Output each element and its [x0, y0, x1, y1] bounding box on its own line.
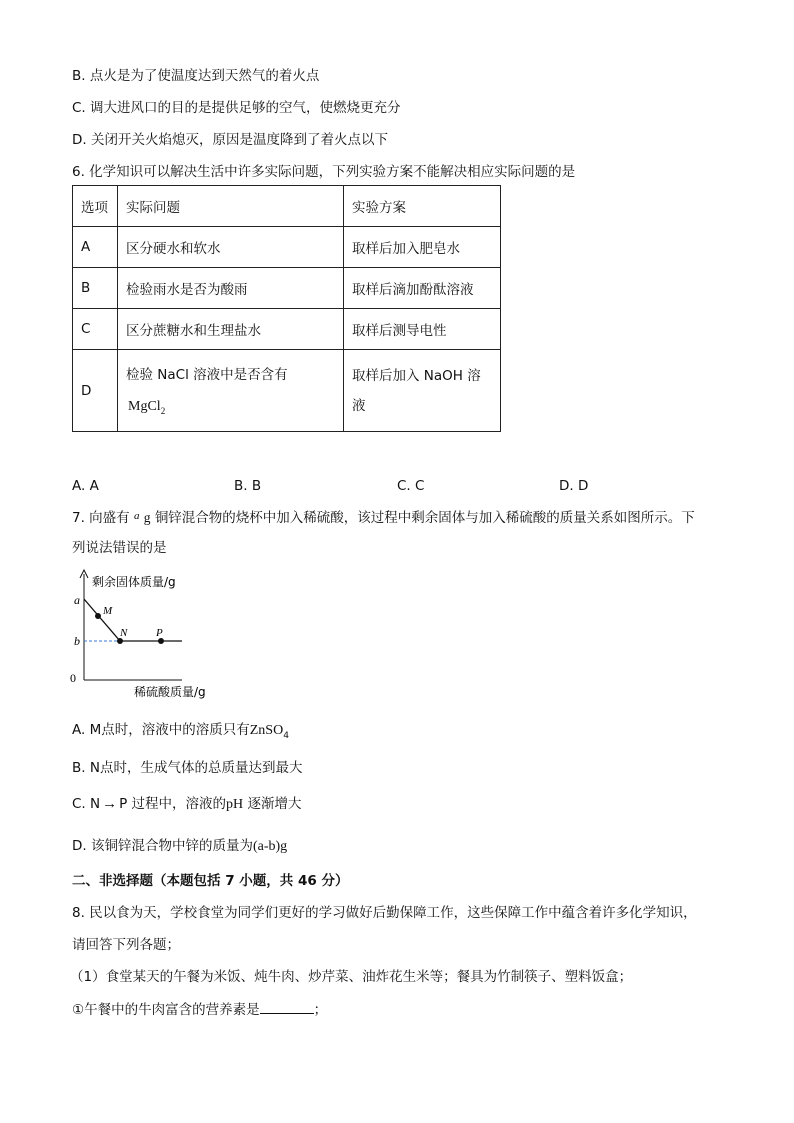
- table-cell-option: B: [73, 268, 118, 309]
- q5-option-b: B. 点火是为了使温度达到天然气的着火点: [72, 68, 320, 84]
- q7-stem-post: 铜锌混合物的烧杯中加入稀硫酸，该过程中剩余固体与加入稀硫酸的质量关系如图所示。下: [154, 510, 695, 526]
- q7-stem-line-1: [72, 508, 695, 529]
- q7-option-c: [72, 794, 301, 815]
- arrow-right-icon: →: [102, 796, 118, 812]
- formula-subscript: 4: [283, 731, 289, 741]
- mass-expression: (a-b)g: [252, 839, 288, 854]
- q7-option-d: [72, 836, 287, 857]
- y-axis-label: 剩余固体质量/g: [92, 575, 176, 589]
- table-row: [73, 309, 501, 350]
- q6-choice-c: C. C: [397, 478, 425, 494]
- q7-option-c-post: 逐渐增大: [243, 796, 302, 812]
- ph-symbol: pH: [226, 797, 244, 812]
- table-header-cell: 实验方案: [344, 186, 501, 227]
- table-cell-method: 取样后滴加酚酞溶液: [344, 268, 501, 309]
- label-a: a: [74, 593, 80, 607]
- label-origin: 0: [70, 671, 76, 685]
- table-cell-method: 取样后加入肥皂水: [344, 227, 501, 268]
- formula-subscript: 2: [160, 405, 166, 416]
- answer-blank[interactable]: [260, 999, 314, 1014]
- formula-mgcl: MgCl: [128, 398, 161, 414]
- q7-stem-var: a: [133, 510, 140, 522]
- table-cell-method: [344, 350, 501, 432]
- q7-option-c-mid: P 过程中，溶液的: [119, 796, 227, 812]
- q6-choice-a: A. A: [72, 478, 99, 494]
- q5-option-c: C. 调大进风口的目的是提供足够的空气，使燃烧更充分: [72, 100, 401, 116]
- method-line-2: 液: [352, 397, 366, 414]
- table-cell-option: C: [73, 309, 118, 350]
- formula-znso: ZnSO: [249, 723, 284, 738]
- q8-sub-1-q1-end: ；: [313, 1002, 328, 1018]
- q8-stem-line-2: 请回答下列各题；: [72, 937, 180, 953]
- q7-option-a-text: A. M点时，溶液中的溶质只有: [72, 722, 250, 738]
- q7-option-a: [72, 720, 289, 742]
- q8-sub-1: （1）食堂某天的午餐为米饭、炖牛肉、炒芹菜、油炸花生米等；餐具为竹制筷子、塑料饭盒；: [70, 969, 633, 985]
- table-cell-problem: 检验雨水是否为酸雨: [118, 268, 344, 309]
- table-header-cell: 实际问题: [118, 186, 344, 227]
- decline-line: [84, 599, 120, 641]
- table-cell-option: A: [73, 227, 118, 268]
- q8-sub-1-q1-text: ①午餐中的牛肉富含的营养素是: [72, 1002, 260, 1018]
- table-cell-problem: [118, 350, 344, 432]
- table-cell-problem: 区分蔗糖水和生理盐水: [118, 309, 344, 350]
- q5-option-d: D. 关闭开关火焰熄灭，原因是温度降到了着火点以下: [72, 132, 388, 148]
- method-line-1: 取样后加入 NaOH 溶: [352, 367, 481, 384]
- label-m: M: [103, 605, 113, 617]
- q7-stem-pre: 7. 向盛有: [72, 510, 130, 526]
- q7-stem-line-2: 列说法错误的是: [72, 540, 167, 556]
- q8-sub-1-q1: [72, 999, 327, 1020]
- q8-stem-line-1: 8. 民以食为天，学校食堂为同学们更好的学习做好后勤保障工作，这些保障工作中蕴含着许多化学知识，: [72, 905, 697, 921]
- x-axis-label: 稀硫酸质量/g: [134, 685, 206, 699]
- table-cell-problem: 区分硬水和软水: [118, 227, 344, 268]
- q7-option-d-pre: D. 该铜锌混合物中锌的质量为: [72, 838, 253, 854]
- table-header-row: [73, 186, 501, 227]
- table-cell-method: 取样后测导电性: [344, 309, 501, 350]
- label-b: b: [74, 634, 80, 648]
- section-2-title: 二、非选择题（本题包括 7 小题，共 46 分）: [72, 873, 349, 889]
- table-row: [73, 268, 501, 309]
- table-row: [73, 227, 501, 268]
- table-cell-option: D: [73, 350, 118, 432]
- problem-line-1: 检验 NaCl 溶液中是否含有: [126, 366, 288, 383]
- q6-table: [72, 185, 501, 432]
- q6-choice-b: B. B: [234, 478, 262, 494]
- table-row: [73, 350, 501, 432]
- problem-line-2: [126, 397, 335, 417]
- point-m: [95, 613, 101, 619]
- label-p: P: [156, 627, 163, 639]
- q6-choice-d: D. D: [559, 478, 589, 494]
- q7-option-b: B. N点时，生成气体的总质量达到最大: [72, 760, 303, 776]
- table-header-cell: 选项: [73, 186, 118, 227]
- label-n: N: [120, 627, 128, 639]
- q7-option-c-pre: C. N: [72, 796, 101, 812]
- q7-stem-unit: g: [143, 510, 151, 525]
- q6-stem: 6. 化学知识可以解决生活中许多实际问题，下列实验方案不能解决相应实际问题的是: [72, 164, 576, 180]
- q7-graph: [62, 568, 232, 700]
